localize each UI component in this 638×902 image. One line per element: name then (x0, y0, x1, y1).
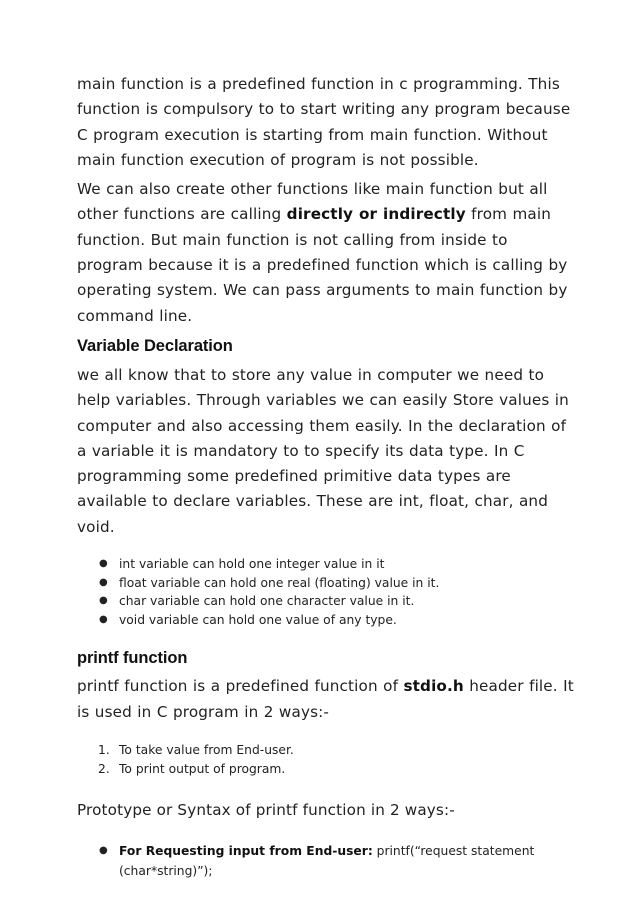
syntax-list (77, 841, 577, 881)
list-number: 1. (98, 743, 110, 758)
list-item (98, 760, 577, 779)
list-number: 2. (98, 761, 110, 776)
data-type-list (77, 555, 577, 629)
syntax-bold: For Requesting input from End-user: (119, 844, 373, 859)
printf-uses-list (77, 741, 577, 778)
prototype-paragraph: Prototype or Syntax of printf function in 2 ways:- (77, 801, 455, 820)
other-functions-paragraph (77, 177, 577, 329)
stdio-bold: stdio.h (403, 677, 464, 696)
list-item (99, 555, 577, 574)
list-item (98, 741, 577, 760)
list-item-text: To print output of program. (119, 761, 286, 776)
list-item-text: float variable can hold one real (floating) value in it. (119, 575, 440, 590)
printf-heading: printf function (77, 649, 188, 668)
other-functions-text-2: from main function. But main function is not calling from inside to program because it is a predefined function which is calling by operating system. We can pass arguments to main function by command line. (77, 205, 568, 325)
list-item-text: char variable can hold one character value in it. (119, 594, 415, 609)
list-item-text: To take value from End-user. (119, 743, 294, 758)
printf-text-2: header file. It is used in C program in 2 ways:- (77, 677, 574, 721)
list-item-text: int variable can hold one integer value in it (119, 557, 385, 572)
list-item-text: void variable can hold one value of any type. (119, 612, 397, 627)
bullet-icon: ● (99, 576, 108, 588)
printf-paragraph (77, 674, 577, 725)
variable-declaration-paragraph: we all know that to store any value in computer we need to help variables. Through variables we can easily Store values in computer and also accessing them easily. In the declaration of a variable it is mandatory to to specify its data type. In C programming some predefined primitive data types are available to declare variables. These are int, float, char, and void. (77, 365, 569, 536)
document-page (77, 72, 577, 881)
bullet-icon: ● (99, 558, 108, 570)
list-item (99, 592, 577, 611)
bullet-icon: ● (99, 595, 108, 607)
bullet-icon: ● (99, 613, 108, 625)
list-item (99, 841, 577, 881)
other-functions-text-1: We can also create other functions like main function but all other functions are calling (77, 180, 548, 224)
other-functions-bold: directly or indirectly (286, 205, 466, 224)
list-item (99, 574, 577, 593)
variable-declaration-heading: Variable Declaration (77, 336, 233, 355)
syntax-text: printf(“request statement (char*string)”); (119, 844, 535, 879)
printf-text-1: printf function is a predefined function of (77, 677, 404, 696)
bullet-icon: ● (99, 845, 108, 857)
list-item (99, 611, 577, 630)
intro-paragraph: main function is a predefined function in c programming. This function is compulsory to to start writing any program because C program execution is starting from main function. Without main function execution of program is not possible. (77, 75, 571, 169)
